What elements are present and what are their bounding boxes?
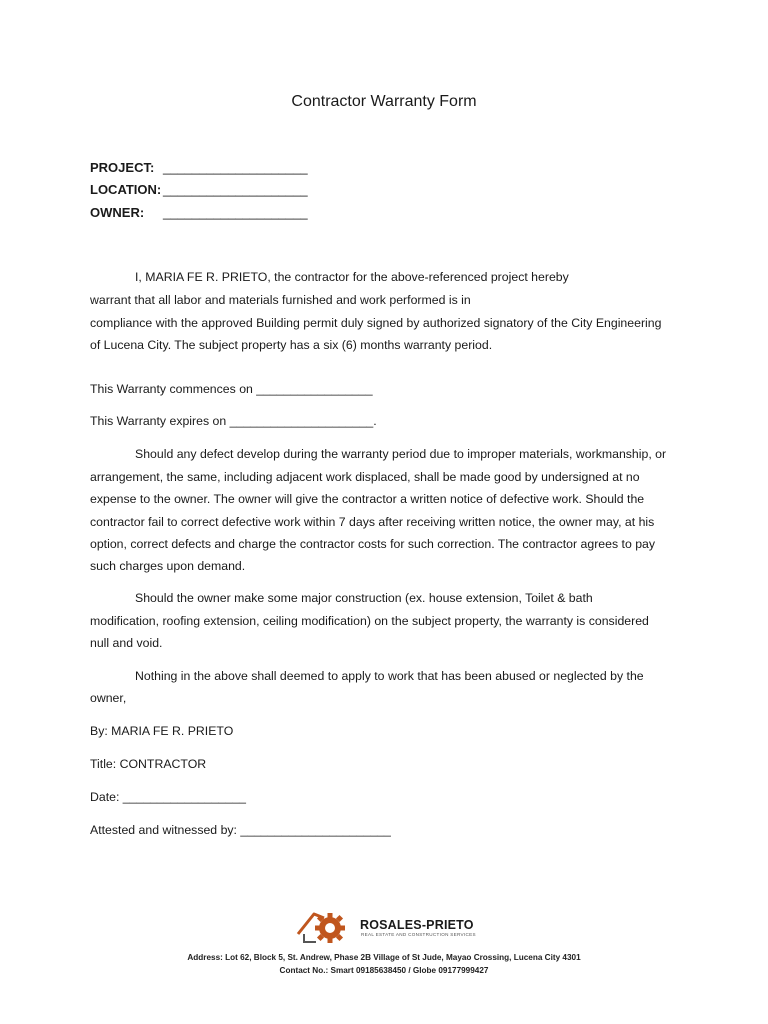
text-line: Should any defect develop during the warranty period due to improper materials, workmanship, or — [135, 447, 667, 461]
warranty-commences: This Warranty commences on _________________ — [90, 382, 373, 396]
text-line: Nothing in the above shall deemed to apply to work that has been abused or neglected by the — [135, 669, 644, 683]
project-line: ____________________ — [163, 160, 308, 175]
text-line: Should the owner make some major construction (ex. house extension, Toilet & bath — [135, 591, 593, 605]
date-line: Date: __________________ — [90, 790, 246, 804]
footer-contact: Contact No.: Smart 09185638450 / Globe 09177999427 — [279, 966, 489, 975]
footer-address: Address: Lot 62, Block 5, St. Andrew, Phase 2B Village of St Jude, Mayao Crossing, Lucena City 4301 — [187, 953, 581, 962]
owner-label: OWNER: — [90, 205, 145, 220]
text-line: of Lucena City. The subject property has a six (6) months warranty period. — [90, 338, 493, 352]
text-line: option, correct defects and charge the contractor costs for such correction. The contractor agrees to pay — [90, 537, 656, 551]
text-line: warrant that all labor and materials furnished and work performed is in — [90, 293, 471, 307]
text-line: null and void. — [90, 636, 163, 650]
text-line: contractor fail to correct defective work within 7 days after receiving written notice, the owner may, at his — [90, 515, 655, 529]
document-title: Contractor Warranty Form — [291, 93, 477, 110]
text-line: compliance with the approved Building permit duly signed by authorized signatory of the City Engineering — [90, 316, 662, 330]
company-logo-tagline: REAL ESTATE AND CONSTRUCTION SERVICES — [361, 932, 476, 937]
text-line: I, MARIA FE R. PRIETO, the contractor for the above-referenced project hereby — [135, 270, 569, 284]
text-line: owner, — [90, 691, 127, 705]
company-logo-name: ROSALES-PRIETO — [360, 918, 474, 932]
text-line: modification, roofing extension, ceiling modification) on the subject property, the warranty is considered — [90, 614, 649, 628]
project-label: PROJECT: — [90, 160, 155, 175]
owner-line: ____________________ — [163, 205, 308, 220]
signed-by: By: MARIA FE R. PRIETO — [90, 724, 234, 738]
gear-roof-logo-icon — [296, 904, 358, 946]
warranty-expires: This Warranty expires on _____________________. — [90, 414, 377, 428]
location-line: ____________________ — [163, 182, 308, 197]
attested-line: Attested and witnessed by: ______________________ — [90, 823, 391, 837]
text-line: expense to the owner. The owner will give the contractor a written notice of defective work. Should the — [90, 492, 645, 506]
signer-title: Title: CONTRACTOR — [90, 757, 207, 771]
text-line: such charges upon demand. — [90, 559, 246, 573]
text-line: arrangement, the same, including adjacent work displaced, shall be made good by undersigned at no — [90, 470, 640, 484]
location-label: LOCATION: — [90, 182, 162, 197]
